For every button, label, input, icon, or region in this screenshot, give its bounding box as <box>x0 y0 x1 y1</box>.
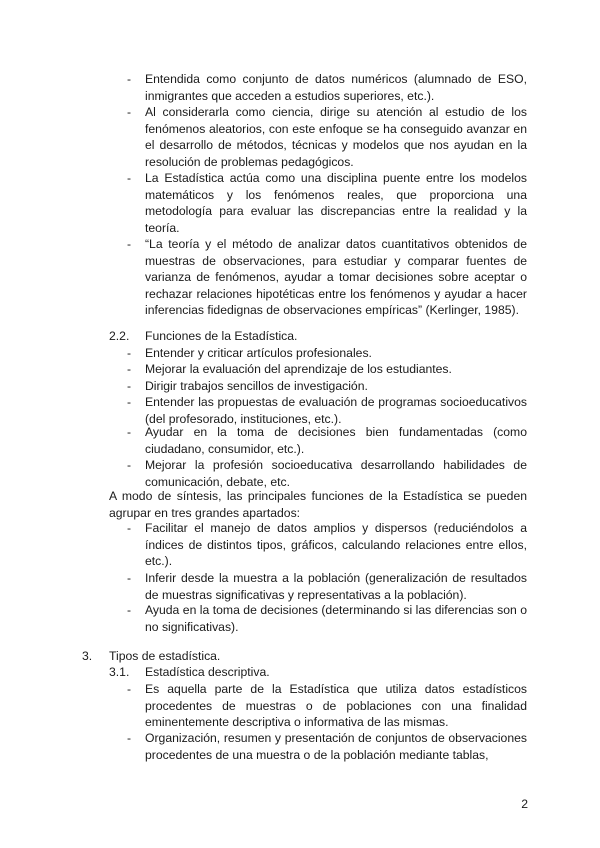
list-item <box>127 602 527 635</box>
list-item <box>127 378 527 395</box>
section-number: 3. <box>82 649 93 663</box>
bullet-dash: - <box>127 395 132 409</box>
list-item <box>127 570 527 603</box>
list-item-text: Ayudar en la toma de decisiones bien fundamentadas (como ciudadano, consumidor, etc.). <box>145 425 527 456</box>
bullet-dash: - <box>127 171 132 185</box>
subsection-title: Estadística descriptiva. <box>145 665 270 679</box>
bullet-dash: - <box>127 425 132 439</box>
list-item <box>127 681 527 731</box>
bullet-dash: - <box>127 731 132 745</box>
section-title: Tipos de estadística. <box>109 649 221 663</box>
list-item <box>127 104 527 170</box>
list-item-text: Es aquella parte de la Estadística que utiliza datos estadísticos procedentes de muestras o de poblaciones con una finalidad eminentemente descriptiva o informativa de las mismas. <box>145 682 527 730</box>
list-item <box>127 730 527 763</box>
bullet-dash: - <box>127 72 132 86</box>
list-item-text: Organización, resumen y presentación de conjuntos de observaciones procedentes de una muestra o de la población mediante tablas, <box>145 731 527 762</box>
list-item <box>127 457 527 490</box>
list-item-text: Entender las propuestas de evaluación de programas socioeducativos (del profesorado, instituciones, etc.). <box>145 395 527 426</box>
list-item-text: Entender y criticar artículos profesionales. <box>145 346 372 360</box>
bullet-dash: - <box>127 346 132 360</box>
summary-paragraph: A modo de síntesis, las principales funciones de la Estadística se pueden agrupar en tres grandes apartados: <box>109 489 527 520</box>
list-item-text: Facilitar el manejo de datos amplios y dispersos (reduciéndolos a índices de distintos tipos, gráficos, calculando relaciones entre ellos, etc.). <box>145 521 527 569</box>
list-item-text: “La teoría y el método de analizar datos cuantitativos obtenidos de muestras de observaciones, para estudiar y comparar fuentes de varianza de fenómenos, ayudar a tomar decisiones sobre aceptar o rechazar relaciones hipotéticas entre los fenómenos y ayudar a hacer inferencias fidedignas de observaciones empíricas” (Kerlinger, 1985). <box>145 237 527 318</box>
list-item <box>127 236 527 319</box>
list-item-text: Entendida como conjunto de datos numéricos (alumnado de ESO, inmigrantes que acceden a estudios superiores, etc.). <box>145 72 527 103</box>
subsection-number: 3.1. <box>109 665 130 679</box>
list-item-text: Mejorar la evaluación del aprendizaje de los estudiantes. <box>145 362 452 376</box>
bullet-dash: - <box>127 571 132 585</box>
list-item <box>127 345 527 362</box>
page-number: 2 <box>521 797 528 811</box>
bullet-dash: - <box>127 362 132 376</box>
list-item <box>127 520 527 570</box>
bullet-dash: - <box>127 458 132 472</box>
list-item-text: Ayuda en la toma de decisiones (determinando si las diferencias son o no significativas). <box>145 603 527 634</box>
section-number: 2.2. <box>109 329 130 343</box>
list-item-text: Inferir desde la muestra a la población (generalización de resultados de muestras significativas y representativas a la población). <box>145 571 527 602</box>
list-item <box>127 394 527 427</box>
list-item-text: Al considerarla como ciencia, dirige su atención al estudio de los fenómenos aleatorios, con este enfoque se ha conseguido avanzar en el desarrollo de métodos, técnicas y modelos que nos ayudan en la resolución de problemas pedagógicos. <box>145 105 527 169</box>
bullet-dash: - <box>127 521 132 535</box>
bullet-dash: - <box>127 682 132 696</box>
bullet-dash: - <box>127 379 132 393</box>
bullet-dash: - <box>127 237 132 251</box>
bullet-dash: - <box>127 105 132 119</box>
bullet-dash: - <box>127 603 132 617</box>
list-item-text: La Estadística actúa como una disciplina puente entre los modelos matemáticos y los fenómenos reales, que proporciona una metodología para evaluar las discrepancias entre la realidad y la teoría. <box>145 171 527 235</box>
list-item <box>127 71 527 104</box>
list-item <box>127 170 527 236</box>
section-title: Funciones de la Estadística. <box>145 329 298 343</box>
list-item <box>127 361 527 378</box>
list-item-text: Mejorar la profesión socioeducativa desarrollando habilidades de comunicación, debate, etc. <box>145 458 527 489</box>
list-item-text: Dirigir trabajos sencillos de investigación. <box>145 379 368 393</box>
list-item <box>127 424 527 457</box>
